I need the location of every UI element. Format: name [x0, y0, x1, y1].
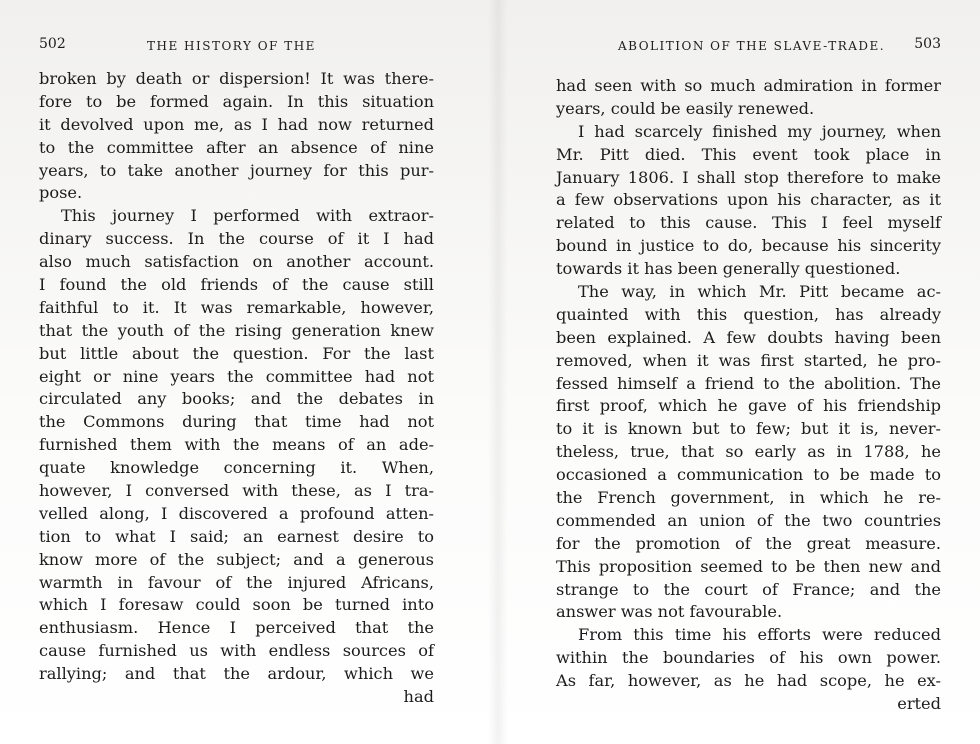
text-line: the Commons during that time had not — [39, 412, 434, 432]
text-line: The way, in which Mr. Pitt became ac- — [578, 282, 941, 302]
left-running-head: THE HISTORY OF THE — [147, 39, 316, 53]
text-line: towards it has been generally questioned. — [556, 259, 901, 279]
text-line: for the promotion of the great measure. — [556, 533, 941, 553]
text-line: This proposition seemed to be then new and — [556, 556, 941, 576]
right-page-number: 503 — [914, 36, 941, 52]
text-line: rallying; and that the ardour, which we — [39, 664, 434, 684]
text-line: dinary success. In the course of it I had — [39, 229, 434, 249]
left-page-header — [39, 36, 434, 56]
text-line: bound in justice to do, because his sincerity — [556, 236, 941, 256]
text-line: fessed himself a friend to the abolition. The — [556, 373, 941, 393]
text-line: to the committee after an absence of nine — [39, 137, 434, 157]
text-line: velled along, I discovered a profound atten- — [39, 503, 434, 523]
text-line: circulated any books; and the debates in — [39, 389, 434, 409]
text-line: been explained. A few doubts having been — [556, 327, 941, 347]
text-line: the French government, in which he re- — [556, 488, 941, 508]
text-line: enthusiasm. Hence I perceived that the — [39, 618, 434, 638]
text-line: occasioned a communication to be made to — [556, 465, 941, 485]
left-page-text — [39, 68, 434, 709]
text-line: pose. — [39, 183, 83, 203]
text-line: quainted with this question, has already — [556, 304, 941, 324]
text-line: broken by death or dispersion! It was there- — [39, 69, 434, 88]
text-line: fore to be formed again. In this situation — [39, 91, 434, 111]
text-line: also much satisfaction on another account. — [39, 252, 434, 272]
text-line: a few observations upon his character, as it — [556, 190, 941, 210]
left-page-number: 502 — [39, 36, 66, 52]
text-line: know more of the subject; and a generous — [39, 549, 434, 569]
text-line: that the youth of the rising generation knew — [39, 320, 434, 340]
text-line: had — [403, 687, 434, 707]
text-line: strange to the court of France; and the — [556, 579, 941, 599]
right-running-head: ABOLITION OF THE SLAVE-TRADE. — [618, 39, 886, 53]
text-line: I found the old friends of the cause still — [39, 275, 434, 295]
text-line: cause furnished us with endless sources of — [39, 641, 434, 661]
text-line: warmth in favour of the injured Africans, — [39, 572, 434, 592]
text-line: to it is known but to few; but it is, never- — [556, 419, 941, 439]
text-line: eight or nine years the committee had not — [39, 366, 434, 386]
text-line: I had scarcely finished my journey, when — [578, 121, 941, 141]
right-page-header — [556, 36, 941, 56]
text-line: From this time his efforts were reduced — [578, 625, 941, 645]
text-line: tion to what I said; an earnest desire to — [39, 526, 434, 546]
text-line: As far, however, as he had scope, he ex- — [556, 671, 941, 691]
text-line: related to this cause. This I feel myself — [556, 213, 941, 233]
text-line: which I foresaw could soon be turned into — [39, 595, 434, 615]
text-line: Mr. Pitt died. This event took place in — [556, 144, 941, 164]
book-gutter — [488, 0, 508, 744]
text-line: faithful to it. It was remarkable, however, — [39, 297, 434, 317]
text-line: answer was not favourable. — [556, 602, 783, 622]
text-line: first proof, which he gave of his friendship — [556, 396, 941, 416]
text-line: erted — [897, 694, 941, 714]
text-line: commended an union of the two countries — [556, 510, 941, 530]
text-line: theless, true, that so early as in 1788, he — [556, 442, 941, 462]
text-line: within the boundaries of his own power. — [556, 648, 941, 668]
text-line: January 1806. I shall stop therefore to make — [556, 167, 941, 187]
text-line: had seen with so much admiration in former — [556, 76, 941, 95]
text-line: years, could be easily renewed. — [556, 98, 815, 118]
text-line: years, to take another journey for this pur- — [39, 160, 434, 180]
text-line: This journey I performed with extraor- — [61, 206, 434, 226]
text-line: it devolved upon me, as I had now returned — [39, 114, 434, 134]
text-line: quate knowledge concerning it. When, — [39, 458, 434, 478]
text-line: however, I conversed with these, as I tra- — [39, 481, 434, 501]
right-page-text — [556, 75, 941, 716]
right-page — [556, 0, 941, 744]
text-line: furnished them with the means of an ade- — [39, 435, 434, 455]
text-line: but little about the question. For the last — [39, 343, 434, 363]
text-line: removed, when it was first started, he pro- — [556, 350, 941, 370]
left-page — [39, 0, 434, 744]
